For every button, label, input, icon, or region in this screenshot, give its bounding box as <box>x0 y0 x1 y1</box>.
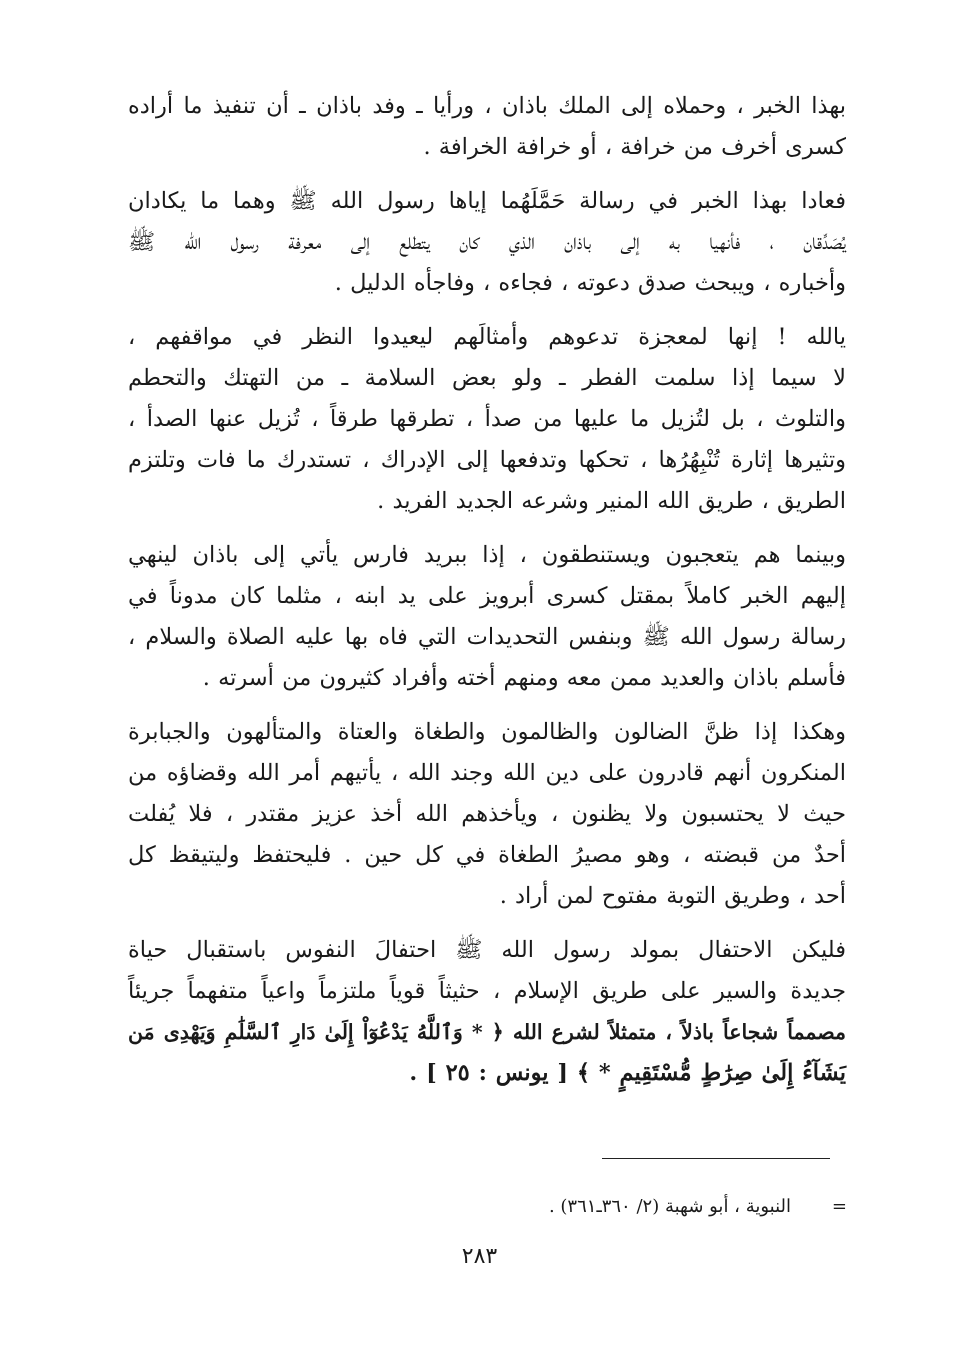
footnote-continuation-marker: = <box>831 1196 847 1217</box>
quran-verse-line: يَشَآءُ إِلَىٰ صِرَٰطٍ مُّسْتَقِيمٍ * ﴾ [ يونس : ٢٥ ] . <box>409 1060 846 1086</box>
text-line: وهكذا إذا ظنَّ الضالون والظالمون والطغاة والعتاة والمتألهون والجبابرة <box>128 719 846 745</box>
text-line: حيث لا يحتسبون ولا يظنون ، ويأخذهم الله أخذ عزيز مقتدر ، فلا يُفلت <box>128 801 846 827</box>
text-line: رسالة رسول الله ﷺ وبنفس التحديدات التي فاه بها عليه الصلاة والسلام ، <box>128 624 846 650</box>
paragraph-6 <box>128 930 846 1094</box>
text-line: فليكن الاحتفال بمولد رسول الله ﷺ احتفالَ النفوس باستقبال حياة <box>128 937 846 963</box>
paragraph-1 <box>128 86 846 168</box>
text-line: فأسلم باذان والعديد ممن معه ومنهم أخته وأفراد كثيرون من أسرته . <box>202 665 846 691</box>
text-line: بهذا الخبر ، وحملاه إلى الملك باذان ، ورأيا ـ وفد باذان ـ أن تنفيذ ما أراده <box>128 93 846 119</box>
footnote <box>147 1194 847 1220</box>
text-line: والتلوث ، بل لتُزيل ما عليها من صدأ ، تطرقها طرقاً ، تُزيل عنها الصدأ ، <box>128 406 846 432</box>
text-line: الطريق ، طريق الله المنير وشرعه الجديد الفريد . <box>377 488 846 514</box>
page-number: ٢٨٣ <box>461 1244 498 1269</box>
text-line: لا سيما إذا سلمت الفطر ـ ولو بعض السلامة ـ من التهتك والتحطم <box>128 365 846 391</box>
text-line: المنكرون أنهم قادرون على دين الله وجند الله ، يأتيهم أمر الله وقضاؤه من <box>128 760 846 786</box>
paragraph-5 <box>128 712 846 917</box>
footnote-separator <box>602 1158 830 1159</box>
text-line: أحدٌ من قبضته ، وهو مصيرُ الطغاة في كل حين . فليحتفظ وليتيقظ كل <box>128 842 846 868</box>
text-line: وتثيرها إثارة تُنْبِهُرُها ، تحكها وتدفعها إلى الإدراك ، تستدرك ما فات وتلتزم <box>128 447 846 473</box>
paragraph-3 <box>128 317 846 522</box>
text-line: وبينما هم يتعجبون ويستنطقون ، إذا ببريد فارس يأتي إلى باذان لينهي <box>128 542 846 568</box>
text-line: وأخباره ، ويبحث صدق دعوته ، فجاءه ، وفاجأه الدليل . <box>334 270 846 296</box>
main-text <box>128 86 846 1107</box>
paragraph-2 <box>128 181 846 304</box>
text-line: جديدة والسير على طريق الإسلام ، حثيثاً قوياً ملتزماً واعياً متفهماً جريئاً <box>128 978 846 1004</box>
footnote-text: النبوية ، أبو شهبة (٢/ ٣٦٠ـ٣٦١) . <box>548 1196 791 1217</box>
text-line: كسرى أخرف من خرافة ، أو خرافة الخرافة . <box>423 134 846 160</box>
text-line: يُصَدِّقان ، فأنهيا به إلى باذان الذي كان يتطلع إلى معرفة رسول الله ﷺ <box>128 229 846 255</box>
text-line: فعادا بهذا الخبر في رسالة حَمَّلَهُما إياها رسول الله ﷺ وهما ما يكادان <box>128 188 846 214</box>
quran-verse-line: مصمماً شجاعاً باذلاً ، متمثلاً لشرع الله ﴿ * وَٱللَّهُ يَدْعُوٓاْ إِلَىٰ دَارِ ٱلسَّلَٰمِ وَيَهْدِى مَن <box>128 1020 846 1044</box>
text-line: أحد ، وطريق التوبة مفتوح لمن أراد . <box>499 883 846 909</box>
paragraph-4 <box>128 535 846 699</box>
text-line: يالله ! إنها لمعجزة تدعوهم وأمثالَهم ليعيدوا النظر في مواقفهم ، <box>128 324 846 350</box>
text-line: إليهم الخبر كاملاً بمقتل كسرى أبرويز على يد ابنه ، مثلما كان مدوناً في <box>128 583 846 609</box>
